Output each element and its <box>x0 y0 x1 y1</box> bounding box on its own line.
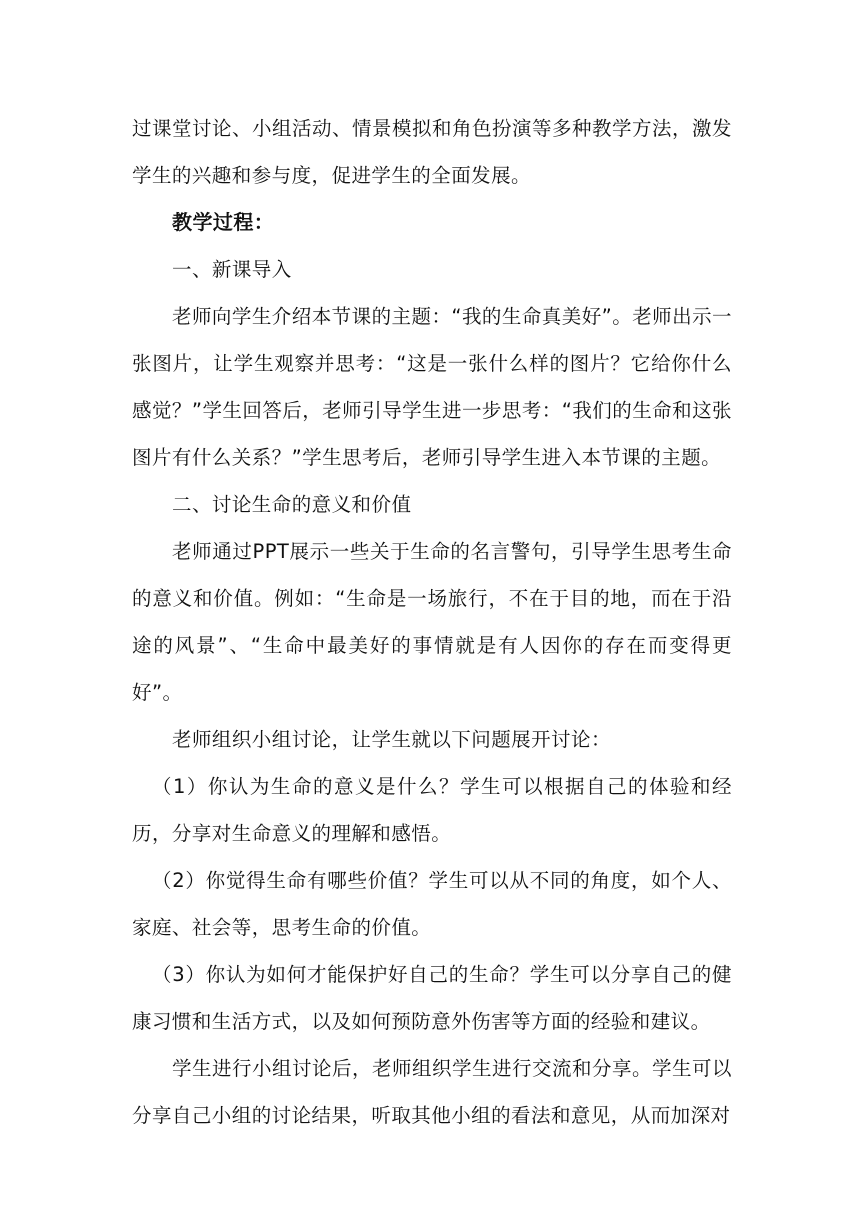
section-heading-teaching-process: 教学过程： <box>172 210 275 234</box>
subheading-new-lesson-intro: 一、新课导入 <box>172 258 292 281</box>
paragraph-ppt-quotes: 老师通过PPT展示一些关于生命的名言警句，引导学生思考生命的意义和价值。例如：“生命是一场旅行，不在于目的地，而在于沿途的风景”、“生命中最美好的事情就是有人因你的存在而变得更好”。 <box>132 540 732 704</box>
paragraph-intro-continuation: 过课堂讨论、小组活动、情景模拟和角色扮演等多种教学方法，激发学生的兴趣和参与度，促进学生的全面发展。 <box>132 117 732 187</box>
paragraph-lesson-intro: 老师向学生介绍本节课的主题：“我的生命真美好”。老师出示一张图片，让学生观察并思考：“这是一张什么样的图片？它给你什么感觉？”学生回答后，老师引导学生进一步思考：“我们的生命和这张图片有什么关系？”学生思考后，老师引导学生进入本节课的主题。 <box>132 305 732 469</box>
list-item-question-1: （1）你认为生命的意义是什么？学生可以根据自己的体验和经历，分享对生命意义的理解和感悟。 <box>132 775 732 845</box>
list-item-question-3: （3）你认为如何才能保护好自己的生命？学生可以分享自己的健康习惯和生活方式，以及如何预防意外伤害等方面的经验和建议。 <box>132 963 732 1033</box>
paragraph-sharing: 学生进行小组讨论后，老师组织学生进行交流和分享。学生可以分享自己小组的讨论结果，听取其他小组的看法和意见，从而加深对 <box>132 1057 732 1127</box>
subheading-meaning-value: 二、讨论生命的意义和价值 <box>172 493 412 516</box>
document-body <box>132 105 732 1139</box>
list-item-question-2: （2）你觉得生命有哪些价值？学生可以从不同的角度，如个人、家庭、社会等，思考生命的价值。 <box>132 869 732 939</box>
paragraph-group-discussion: 老师组织小组讨论，让学生就以下问题展开讨论： <box>172 728 611 751</box>
